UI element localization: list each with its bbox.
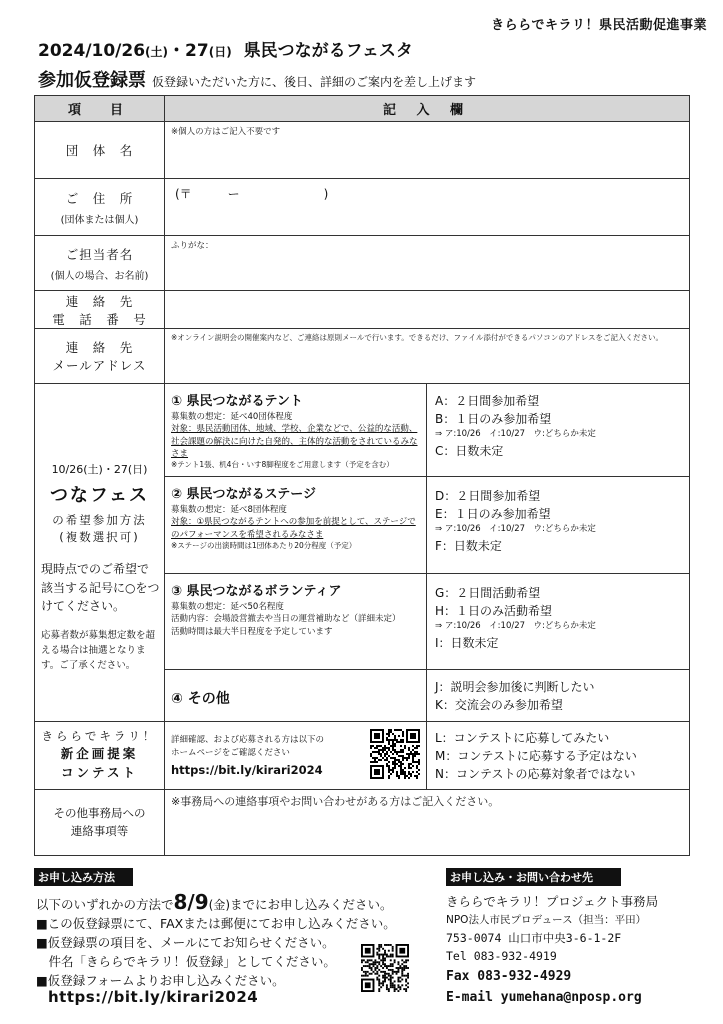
apply-method-email-subject: 件名「きららでキラリ！仮登録」としてください。 [36, 954, 336, 969]
tent-options [427, 384, 690, 477]
option-b[interactable]: B：１日のみ参加希望 [435, 412, 552, 426]
phone-field[interactable] [165, 291, 690, 329]
contest-label-1: きららでキラリ！ [41, 729, 158, 744]
registration-table [34, 95, 690, 856]
option-l[interactable]: L：コンテストに応募してみたい [435, 730, 610, 745]
option-n[interactable]: N：コンテストの応募対象者ではない [435, 766, 636, 781]
contest-label [35, 722, 165, 790]
contest-label-2: 新企画提案 [60, 746, 139, 762]
option-i[interactable]: I：日数未定 [435, 635, 499, 650]
option-d[interactable]: D：２日間参加希望 [435, 489, 541, 503]
option-g[interactable]: G：２日間活動希望 [435, 586, 541, 600]
email-label: 連 絡 先 メールアドレス [35, 329, 165, 384]
office-org: NPO法人市民プロデュース（担当：平田） [446, 914, 647, 926]
option-b-days[interactable]: ⇒ ア:10/26 イ:10/27 ウ:どちらか未定 [435, 429, 596, 439]
stage-line: ※ステージの出演時間は1団体あたり20分程度（予定） [171, 540, 357, 550]
volunteer-line: 活動時間は最大半日程度を予定しています [171, 626, 333, 637]
office-tel: Tel 083-932-4919 [446, 949, 557, 963]
stage-title: ② 県民つながるステージ [171, 487, 317, 502]
volunteer-title: ③ 県民つながるボランティア [171, 584, 342, 599]
contest-desc-1: 詳細確認、および応募される方は以下の [171, 735, 325, 746]
contact-person-field[interactable] [165, 236, 690, 291]
other-title: ④ その他 [171, 690, 230, 707]
office-address: 753-0074 山口市中央3-6-1-2F [446, 931, 622, 945]
contact-person-label: ご担当者名 (個人の場合、お名前) [35, 236, 165, 291]
option-e[interactable]: E：１日のみ参加希望 [435, 507, 551, 521]
contest-url[interactable]: https://bit.ly/kirari2024 [171, 762, 323, 777]
volunteer-section [165, 574, 427, 670]
selection-instruction: 現時点でのご希望で該当する記号に○をつけてください。 [41, 562, 160, 614]
apply-method-form: ■仮登録フォームよりお申し込みください。 [36, 973, 285, 988]
tent-line: 対象：県民活動団体、地域、学校、企業などで、公益的な活動、社会課題の解決に向けた自発的、主体的な活動をされているみなさま [171, 424, 418, 459]
program-name: きららでキラリ！県民活動促進事業 [491, 18, 707, 33]
apply-method-email: ■仮登録票の項目を、メールにてお知らせください。 [36, 935, 335, 950]
office-name: きららでキラリ！プロジェクト事務局 [446, 894, 659, 909]
notes-hint: ※事務局への連絡事項やお問い合わせがある方はご記入ください。 [171, 795, 500, 808]
notes-label: その他事務局への 連絡事項等 [35, 790, 165, 856]
address-sub-label: (団体または個人) [60, 214, 139, 226]
event-date: 2024/10/26 [38, 41, 146, 61]
contest-desc-2: ホームページをご確認ください [171, 747, 290, 758]
address-label: ご 住 所 (団体または個人) [35, 179, 165, 236]
deadline-date: 8/9 [173, 890, 209, 914]
stage-line: 対象：①県民つながるテントへの参加を前提として、ステージでのパフォーマンスを希望されるみなさま [171, 517, 416, 540]
event-name: 県民つながるフェスタ [243, 41, 413, 61]
option-e-days[interactable]: ⇒ ア:10/26 イ:10/27 ウ:どちらか未定 [435, 524, 596, 534]
apply-method-heading: お申し込み方法 [34, 868, 133, 886]
apply-qr-code[interactable] [361, 944, 409, 996]
option-c[interactable]: C：日数未定 [435, 443, 504, 458]
phone-label: 連 絡 先 電 話 番 号 [35, 291, 165, 329]
qr-pattern [370, 729, 420, 779]
form-note: 仮登録いただいた方に、後日、詳細のご案内を差し上げます [152, 75, 477, 89]
org-name-field[interactable] [165, 122, 690, 179]
office-email[interactable]: E-mail yumehana@nposp.org [446, 990, 642, 1005]
tent-section [165, 384, 427, 477]
option-h-days[interactable]: ⇒ ア:10/26 イ:10/27 ウ:どちらか未定 [435, 621, 596, 631]
apply-form-url[interactable]: https://bit.ly/kirari2024 [48, 988, 259, 1006]
volunteer-options [427, 574, 690, 670]
other-section [165, 670, 427, 722]
tent-title: ① 県民つながるテント [171, 394, 303, 409]
multi-select-note: (複数選択可) [59, 529, 140, 544]
contest-info [165, 722, 427, 790]
contest-label-3: コンテスト [60, 765, 138, 781]
office-fax: Fax 083-932-4929 [446, 969, 572, 984]
contest-options [427, 722, 690, 790]
option-m[interactable]: M：コンテストに応募する予定はない [435, 748, 637, 763]
apply-method-fax: ■この仮登録票にて、FAXまたは郵便にてお申し込みください。 [36, 916, 396, 931]
event-day2: (日) [208, 45, 232, 59]
event-title-line [38, 36, 413, 61]
festa-dates: 10/26(土)・27(日) [51, 463, 148, 476]
org-name-label: 団 体 名 [35, 122, 165, 179]
option-f[interactable]: F：日数未定 [435, 538, 502, 553]
notes-field[interactable] [165, 790, 690, 856]
option-k[interactable]: K：交流会のみ参加希望 [435, 697, 563, 712]
form-title: 参加仮登録票 [38, 70, 146, 91]
postal-code-placeholder: (〒 ー ) [175, 187, 329, 201]
stage-options [427, 477, 690, 574]
option-a[interactable]: A：２日間参加希望 [435, 394, 540, 408]
event-day1: (土) [145, 45, 169, 59]
column-header-item: 項 目 [35, 96, 165, 122]
stage-line: 募集数の想定：延べ8団体程度 [171, 505, 287, 515]
option-h[interactable]: H：１日のみ活動希望 [435, 604, 553, 618]
option-j[interactable]: J：説明会参加後に判断したい [435, 679, 595, 694]
footer-section [34, 868, 689, 1018]
email-field[interactable] [165, 329, 690, 384]
tent-line: ※テント1張、机4台・いす8脚程度をご用意します（予定を含む） [171, 460, 394, 470]
lottery-note: 応募者数が募集想定数を超える場合は抽選となります。ご了承ください。 [41, 629, 156, 672]
volunteer-line: 募集数の想定：延べ50名程度 [171, 602, 284, 612]
org-name-hint: ※個人の方はご記入不要です [171, 127, 281, 137]
event-date2: ・27 [168, 41, 209, 61]
column-header-entry: 記 入 欄 [165, 96, 690, 122]
other-options [427, 670, 690, 722]
qr-pattern [361, 944, 409, 992]
apply-deadline-line: 以下のいずれかの方法で8/9(金)までにお申し込みください。 [36, 890, 393, 914]
address-field[interactable] [165, 179, 690, 236]
festa-short-title: つなフェス [49, 484, 150, 506]
contest-qr-code[interactable] [370, 729, 420, 783]
participation-label [35, 384, 165, 722]
contact-heading: お申し込み・お問い合わせ先 [446, 868, 621, 886]
tent-line: 募集数の想定：延べ40団体程度 [171, 412, 293, 422]
stage-section [165, 477, 427, 574]
form-subtitle [38, 66, 476, 92]
furigana-hint: ふりがな： [171, 241, 214, 251]
email-hint: ※オンライン説明会の開催案内など、ご連絡は原則メールで行います。できるだけ、ファイル添付ができるパソコンのアドレスをご記入ください。 [171, 333, 663, 342]
participation-method: の希望参加方法 [52, 512, 147, 527]
volunteer-line: 活動内容：会場設営撤去や当日の運営補助など（詳細未定） [171, 614, 401, 625]
contact-person-sub-label: (個人の場合、お名前) [50, 270, 149, 282]
